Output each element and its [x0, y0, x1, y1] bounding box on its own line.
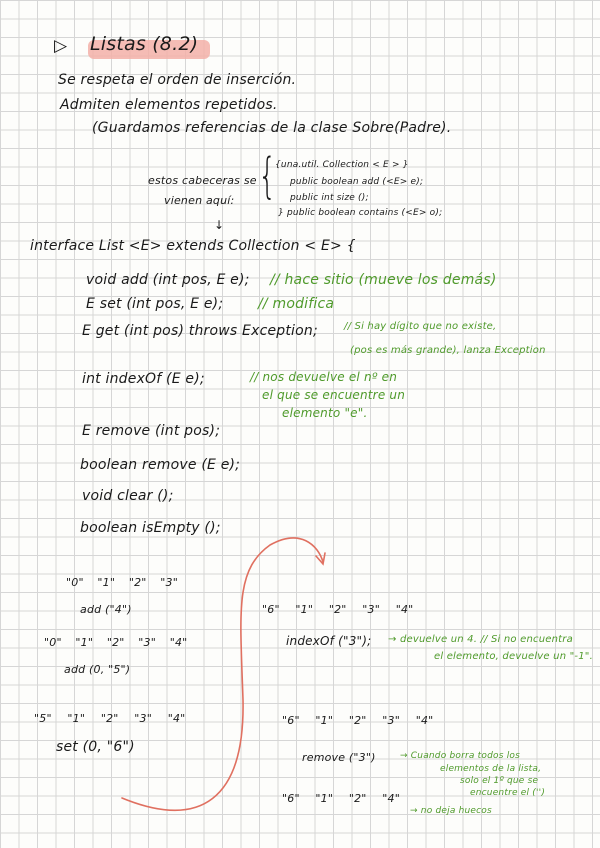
- list-state: "0" "1" "2" "3": [66, 576, 178, 589]
- method-signature: boolean isEmpty ();: [80, 520, 221, 536]
- operation-note: elementos de la lista,: [440, 764, 542, 774]
- method-comment: // hace sitio (mueve los demás): [270, 272, 497, 288]
- list-operation: add ("4"): [80, 603, 132, 616]
- list-operation: indexOf ("3");: [286, 634, 372, 648]
- intro-line: (Guardamos referencias de la clase Sobre(Padre).: [92, 120, 452, 136]
- page-title: Listas (8.2): [90, 33, 199, 55]
- arrow-head-icon: [316, 553, 325, 564]
- list-state: "6" "1" "2" "3" "4": [282, 714, 434, 727]
- method-comment: // Si hay dígito que no existe,: [344, 321, 497, 332]
- method-signature: E remove (int pos);: [82, 423, 221, 439]
- operation-note: solo el 1º que se: [460, 776, 539, 786]
- method-comment: el que se encuentre un: [262, 388, 406, 402]
- inherited-method: public boolean add (<E> e);: [290, 177, 424, 187]
- bullet-icon: ▷: [54, 36, 68, 56]
- operation-note: → Cuando borra todos los: [400, 751, 520, 761]
- interface-declaration: interface List <E> extends Collection < E> {: [30, 238, 356, 254]
- operation-note: → no deja huecos: [410, 806, 492, 816]
- inherited-method: {una.util. Collection < E > }: [275, 160, 409, 170]
- list-state: "0" "1" "2" "3" "4": [44, 636, 188, 649]
- method-signature: void add (int pos, E e);: [86, 272, 250, 288]
- intro-line: Admiten elementos repetidos.: [60, 97, 278, 113]
- method-comment: // nos devuelve el nº en: [250, 370, 398, 384]
- method-comment: (pos es más grande), lanza Exception: [350, 345, 546, 356]
- method-comment: // modifica: [258, 296, 335, 312]
- intro-line: Se respeta el orden de inserción.: [58, 72, 297, 88]
- list-operation: add (0, "5"): [64, 663, 131, 676]
- list-state: "5" "1" "2" "3" "4": [34, 712, 186, 725]
- list-operation: set (0, "6"): [56, 739, 135, 755]
- down-arrow-icon: ↓: [214, 218, 225, 232]
- operation-note: → devuelve un 4. // Si no encuentra: [388, 634, 573, 645]
- inherited-label: estos cabeceras se: [148, 174, 257, 187]
- method-signature: int indexOf (E e);: [82, 371, 205, 387]
- inherited-method: public int size ();: [290, 193, 369, 203]
- operation-note: encuentre el (''): [470, 788, 546, 798]
- method-signature: E get (int pos) throws Exception;: [82, 323, 318, 339]
- list-state: "6" "1" "2" "4": [282, 792, 400, 805]
- method-signature: void clear ();: [82, 488, 174, 504]
- method-signature: boolean remove (E e);: [80, 457, 241, 473]
- list-state: "6" "1" "2" "3" "4": [262, 603, 414, 616]
- inherited-label: vienen aquí:: [164, 194, 235, 207]
- method-signature: E set (int pos, E e);: [86, 296, 224, 312]
- brace-icon: {: [258, 148, 277, 204]
- inherited-method: } public boolean contains (<E> o);: [278, 208, 443, 218]
- operation-note: el elemento, devuelve un "-1".: [434, 651, 593, 662]
- list-operation: remove ("3"): [302, 751, 376, 764]
- method-comment: elemento "e".: [282, 406, 368, 420]
